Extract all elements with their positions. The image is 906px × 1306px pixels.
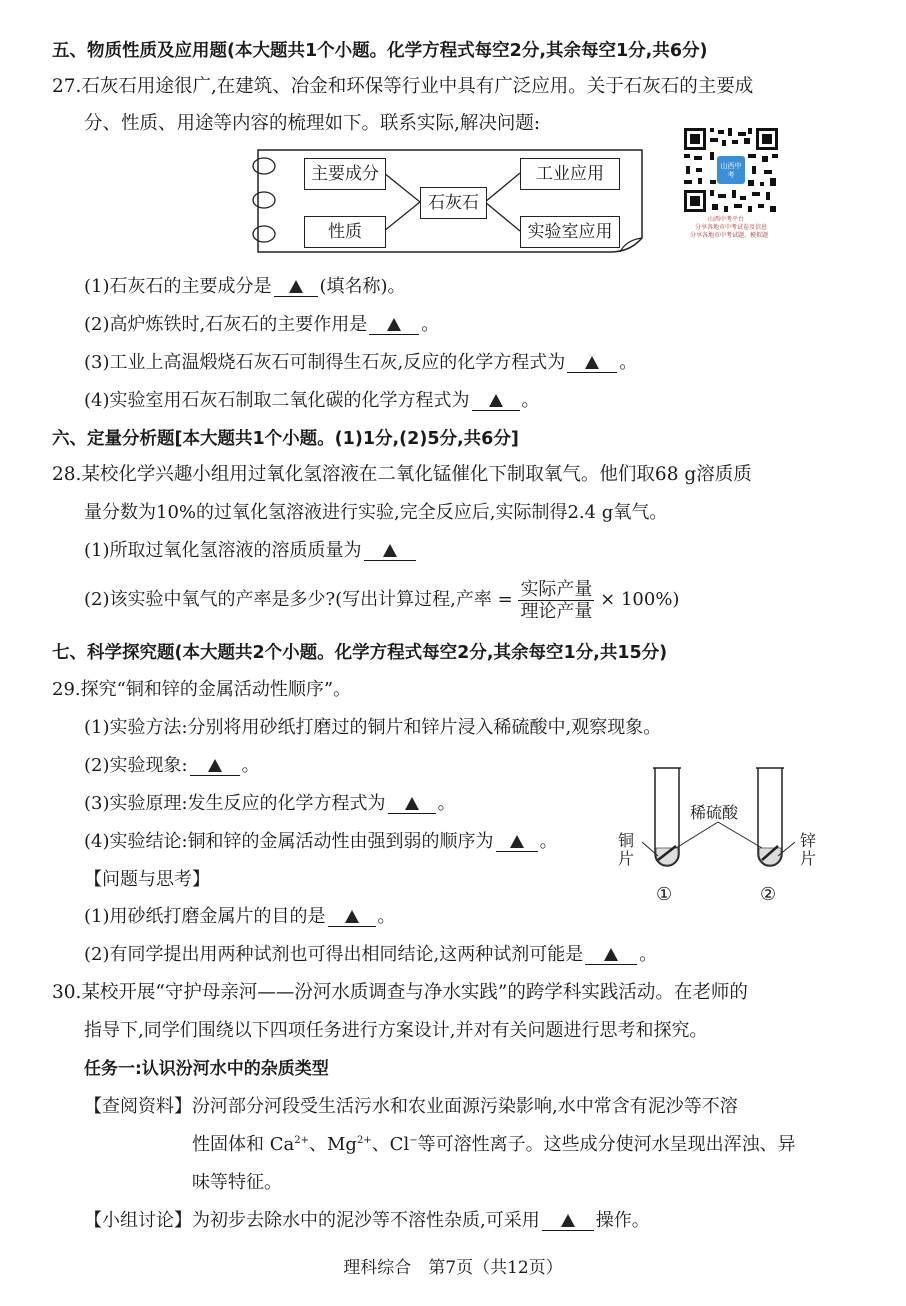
box-industrial-use: 工业应用 bbox=[520, 158, 620, 190]
qr-logo-text: 山西中考 bbox=[720, 162, 742, 179]
label-dilute-sulfuric-acid: 稀硫酸 bbox=[690, 803, 739, 822]
triangle-icon bbox=[345, 910, 359, 923]
q30-reference bbox=[84, 1096, 738, 1118]
label-copper-1: 铜 bbox=[618, 831, 635, 850]
q30-task1: 任务一:认识汾河水中的杂质类型 bbox=[84, 1059, 329, 1079]
yield-fraction bbox=[518, 579, 594, 622]
label-zinc-1: 锌 bbox=[800, 831, 817, 850]
q29-part2-text: (2)实验现象: bbox=[84, 755, 188, 776]
q28-part1 bbox=[84, 540, 418, 562]
q30-discussion-text: 为初步去除水中的泥沙等不溶性杂质,可采用 bbox=[192, 1210, 540, 1231]
q29-think-2-text: (2)有同学提出用两种试剂也可得出相同结论,这两种试剂可能是 bbox=[84, 944, 584, 965]
q29-text-line1: 29.探究“铜和锌的金属活动性顺序”。 bbox=[52, 679, 352, 700]
q28-part2-text: (2)该实验中氧气的产率是多少?(写出计算过程,产率 = bbox=[84, 589, 513, 610]
answer-blank[interactable] bbox=[542, 1212, 594, 1231]
q29-think-1 bbox=[84, 906, 396, 928]
test-tube-figure bbox=[610, 760, 835, 910]
label-tube-2: ② bbox=[760, 884, 777, 905]
q27-part4 bbox=[84, 390, 540, 412]
triangle-icon bbox=[383, 544, 397, 557]
answer-blank[interactable] bbox=[585, 946, 637, 965]
box-limestone: 石灰石 bbox=[420, 187, 487, 219]
q29-part3-text: (3)实验原理:发生反应的化学方程式为 bbox=[84, 793, 386, 814]
q29-part3-text-tail: 。 bbox=[437, 793, 456, 814]
ref2-text-c: 、Cl bbox=[371, 1134, 410, 1155]
q28-part2 bbox=[84, 578, 679, 622]
q27-part1 bbox=[84, 276, 406, 298]
ca-charge: 2+ bbox=[294, 1135, 309, 1146]
q30-discussion bbox=[84, 1210, 650, 1232]
q29-think-1-tail: 。 bbox=[377, 906, 396, 927]
triangle-icon bbox=[604, 948, 618, 961]
label-copper-2: 片 bbox=[618, 849, 635, 868]
answer-blank[interactable] bbox=[388, 795, 436, 814]
triangle-icon bbox=[208, 759, 222, 772]
section-5-title: 五、物质性质及应用题(本大题共1个小题。化学方程式每空2分,其余每空1分,共6分) bbox=[52, 41, 708, 61]
triangle-icon bbox=[405, 797, 419, 810]
q29-think-2 bbox=[84, 944, 657, 966]
q30-reference-line3: 味等特征。 bbox=[192, 1172, 282, 1193]
cl-charge: − bbox=[409, 1135, 418, 1146]
q30-reference-line2 bbox=[192, 1134, 796, 1156]
fraction-numerator: 实际产量 bbox=[520, 578, 593, 600]
q27-part3 bbox=[84, 352, 637, 374]
q29-part1: (1)实验方法:分别将用砂纸打磨过的铜片和锌片浸入稀硫酸中,观察现象。 bbox=[84, 717, 662, 738]
q28-text-line1: 28.某校化学兴趣小组用过氧化氢溶液在二氧化锰催化下制取氧气。他们取68 g溶质质 bbox=[52, 464, 752, 485]
qr-caption-1: 山西中考平台 bbox=[708, 216, 745, 223]
q30-reference-line1: 汾河部分河段受生活污水和农业面源污染影响,水中常含有泥沙等不溶 bbox=[192, 1096, 738, 1117]
answer-blank[interactable] bbox=[274, 278, 318, 297]
q28-part2-text-tail: × 100%) bbox=[600, 589, 680, 610]
q29-part4-text: (4)实验结论:铜和锌的金属活动性由强到弱的顺序为 bbox=[84, 831, 494, 852]
q27-part2 bbox=[84, 314, 439, 336]
ref2-text-d: 等可溶性离子。这些成分使河水呈现出浑浊、异 bbox=[417, 1134, 796, 1155]
q27-part3-text-tail: 。 bbox=[619, 352, 638, 373]
q30-text-line1: 30.某校开展“守护母亲河——汾河水质调查与净水实践”的跨学科实践活动。在老师的 bbox=[52, 982, 748, 1003]
q27-text-line2: 分、性质、用途等内容的梳理如下。联系实际,解决问题: bbox=[84, 113, 541, 134]
ref2-text-a: 性固体和 Ca bbox=[192, 1134, 295, 1155]
answer-blank[interactable] bbox=[567, 354, 617, 373]
qr-code bbox=[682, 126, 780, 214]
limestone-concept-diagram bbox=[238, 144, 650, 256]
q29-part2-text-tail: 。 bbox=[241, 755, 260, 776]
ref2-text-b: 、Mg bbox=[308, 1134, 357, 1155]
q27-part4-text-tail: 。 bbox=[521, 390, 540, 411]
q28-text-line2: 量分数为10%的过氧化氢溶液进行实验,完全反应后,实际制得2.4 g氧气。 bbox=[84, 502, 668, 523]
q30-discussion-tail: 操作。 bbox=[595, 1210, 650, 1231]
q29-part4 bbox=[84, 831, 558, 853]
q27-part4-text: (4)实验室用石灰石制取二氧化碳的化学方程式为 bbox=[84, 390, 470, 411]
page-footer: 理科综合 第7页（共12页） bbox=[343, 1258, 563, 1278]
box-lab-use: 实验室应用 bbox=[520, 216, 620, 248]
q27-part3-text: (3)工业上高温煅烧石灰石可制得生石灰,反应的化学方程式为 bbox=[84, 352, 566, 373]
q29-part4-text-tail: 。 bbox=[539, 831, 558, 852]
q27-part2-text-tail: 。 bbox=[421, 314, 440, 335]
q30-discussion-label: 【小组讨论】 bbox=[84, 1210, 192, 1231]
qr-caption-2: 分享各地市中考试卷及信息 bbox=[695, 224, 768, 231]
triangle-icon bbox=[489, 394, 503, 407]
answer-blank[interactable] bbox=[496, 833, 538, 852]
q28-part1-text: (1)所取过氧化氢溶液的溶质质量为 bbox=[84, 540, 362, 561]
answer-blank[interactable] bbox=[472, 392, 520, 411]
q30-reference-label: 【查阅资料】 bbox=[84, 1096, 192, 1117]
triangle-icon bbox=[289, 280, 303, 293]
q29-part2 bbox=[84, 755, 260, 777]
q29-think-1-text: (1)用砂纸打磨金属片的目的是 bbox=[84, 906, 326, 927]
mg-charge: 2+ bbox=[356, 1135, 372, 1146]
answer-blank[interactable] bbox=[364, 542, 416, 561]
q29-think-2-tail: 。 bbox=[639, 944, 658, 965]
q27-part1-text-tail: (填名称)。 bbox=[319, 276, 406, 297]
box-properties: 性质 bbox=[304, 216, 386, 248]
q27-part2-text: (2)高炉炼铁时,石灰石的主要作用是 bbox=[84, 314, 368, 335]
answer-blank[interactable] bbox=[369, 316, 419, 335]
q27-text-line1: 27.石灰石用途很广,在建筑、冶金和环保等行业中具有广泛应用。关于石灰石的主要成 bbox=[52, 76, 754, 97]
triangle-icon bbox=[387, 318, 401, 331]
triangle-icon bbox=[510, 835, 524, 848]
label-tube-1: ① bbox=[656, 884, 673, 905]
triangle-icon bbox=[561, 1214, 575, 1227]
q30-text-line2: 指导下,同学们围绕以下四项任务进行方案设计,并对有关问题进行思考和探究。 bbox=[84, 1020, 708, 1041]
box-main-component: 主要成分 bbox=[304, 158, 386, 190]
section-7-title: 七、科学探究题(本大题共2个小题。化学方程式每空2分,其余每空1分,共15分) bbox=[52, 643, 668, 663]
triangle-icon bbox=[585, 356, 599, 369]
qr-caption-3: 分享各地市中考试题、模拟题 bbox=[690, 232, 769, 239]
section-6-title: 六、定量分析题[本大题共1个小题。(1)1分,(2)5分,共6分] bbox=[52, 429, 519, 449]
label-zinc-2: 片 bbox=[800, 849, 817, 868]
q29-think-heading: 【问题与思考】 bbox=[84, 869, 210, 890]
answer-blank[interactable] bbox=[328, 908, 376, 927]
fraction-denominator: 理论产量 bbox=[520, 600, 593, 622]
answer-blank[interactable] bbox=[190, 757, 240, 776]
q29-part3 bbox=[84, 793, 456, 815]
q27-part1-text: (1)石灰石的主要成分是 bbox=[84, 276, 272, 297]
